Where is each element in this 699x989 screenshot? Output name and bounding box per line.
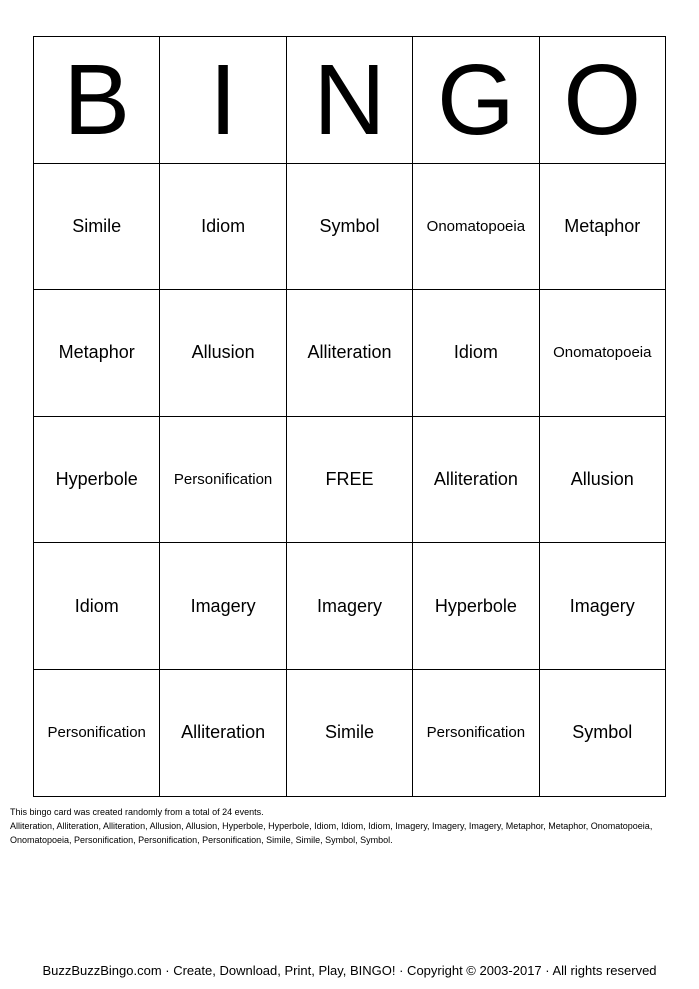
bingo-cell: Imagery <box>160 543 286 670</box>
header-letter-g: G <box>413 37 539 164</box>
free-space-cell: FREE <box>286 416 412 543</box>
bingo-cell: Imagery <box>286 543 412 670</box>
bingo-cell: Idiom <box>160 163 286 290</box>
card-info-events-continued: Onomatopoeia, Personification, Personification, Personification, Simile, Simile, Symbol, Symbol. <box>10 835 393 845</box>
card-row <box>34 669 666 796</box>
header-letter-i: I <box>160 37 286 164</box>
bingo-cell: Hyperbole <box>413 543 539 670</box>
bingo-cell: Hyperbole <box>34 416 160 543</box>
card-info-events: Alliteration, Alliteration, Alliteration, Allusion, Allusion, Hyperbole, Hyperbole, Idiom, Idiom, Idiom, Imagery, Imagery, Imagery, Metaphor, Metaphor, Onomatopoeia, <box>10 821 653 831</box>
bingo-cell: Symbol <box>539 669 665 796</box>
bingo-card <box>33 36 666 797</box>
card-info <box>10 805 690 847</box>
bingo-cell: Alliteration <box>160 669 286 796</box>
card-row <box>34 416 666 543</box>
bingo-cell: Allusion <box>160 290 286 417</box>
bingo-cell: Simile <box>34 163 160 290</box>
card-info-summary: This bingo card was created randomly from a total of 24 events. <box>10 807 264 817</box>
card-row <box>34 163 666 290</box>
bingo-cell: Idiom <box>413 290 539 417</box>
card-row <box>34 543 666 670</box>
bingo-cell: Symbol <box>286 163 412 290</box>
bingo-cell: Alliteration <box>413 416 539 543</box>
header-letter-b: B <box>34 37 160 164</box>
bingo-cell: Imagery <box>539 543 665 670</box>
bingo-cell: Allusion <box>539 416 665 543</box>
bingo-cell: Personification <box>413 669 539 796</box>
bingo-cell: Personification <box>34 669 160 796</box>
bingo-cell: Alliteration <box>286 290 412 417</box>
bingo-cell: Simile <box>286 669 412 796</box>
bingo-cell: Metaphor <box>539 163 665 290</box>
bingo-cell: Onomatopoeia <box>539 290 665 417</box>
bingo-cell: Personification <box>160 416 286 543</box>
card-row <box>34 290 666 417</box>
footer-copyright: BuzzBuzzBingo.com · Create, Download, Print, Play, BINGO! · Copyright © 2003-2017 · All rights reserved <box>42 963 657 978</box>
bingo-cell: Onomatopoeia <box>413 163 539 290</box>
bingo-cell: Metaphor <box>34 290 160 417</box>
header-row <box>34 37 666 164</box>
header-letter-n: N <box>286 37 412 164</box>
bingo-cell: Idiom <box>34 543 160 670</box>
header-letter-o: O <box>539 37 665 164</box>
